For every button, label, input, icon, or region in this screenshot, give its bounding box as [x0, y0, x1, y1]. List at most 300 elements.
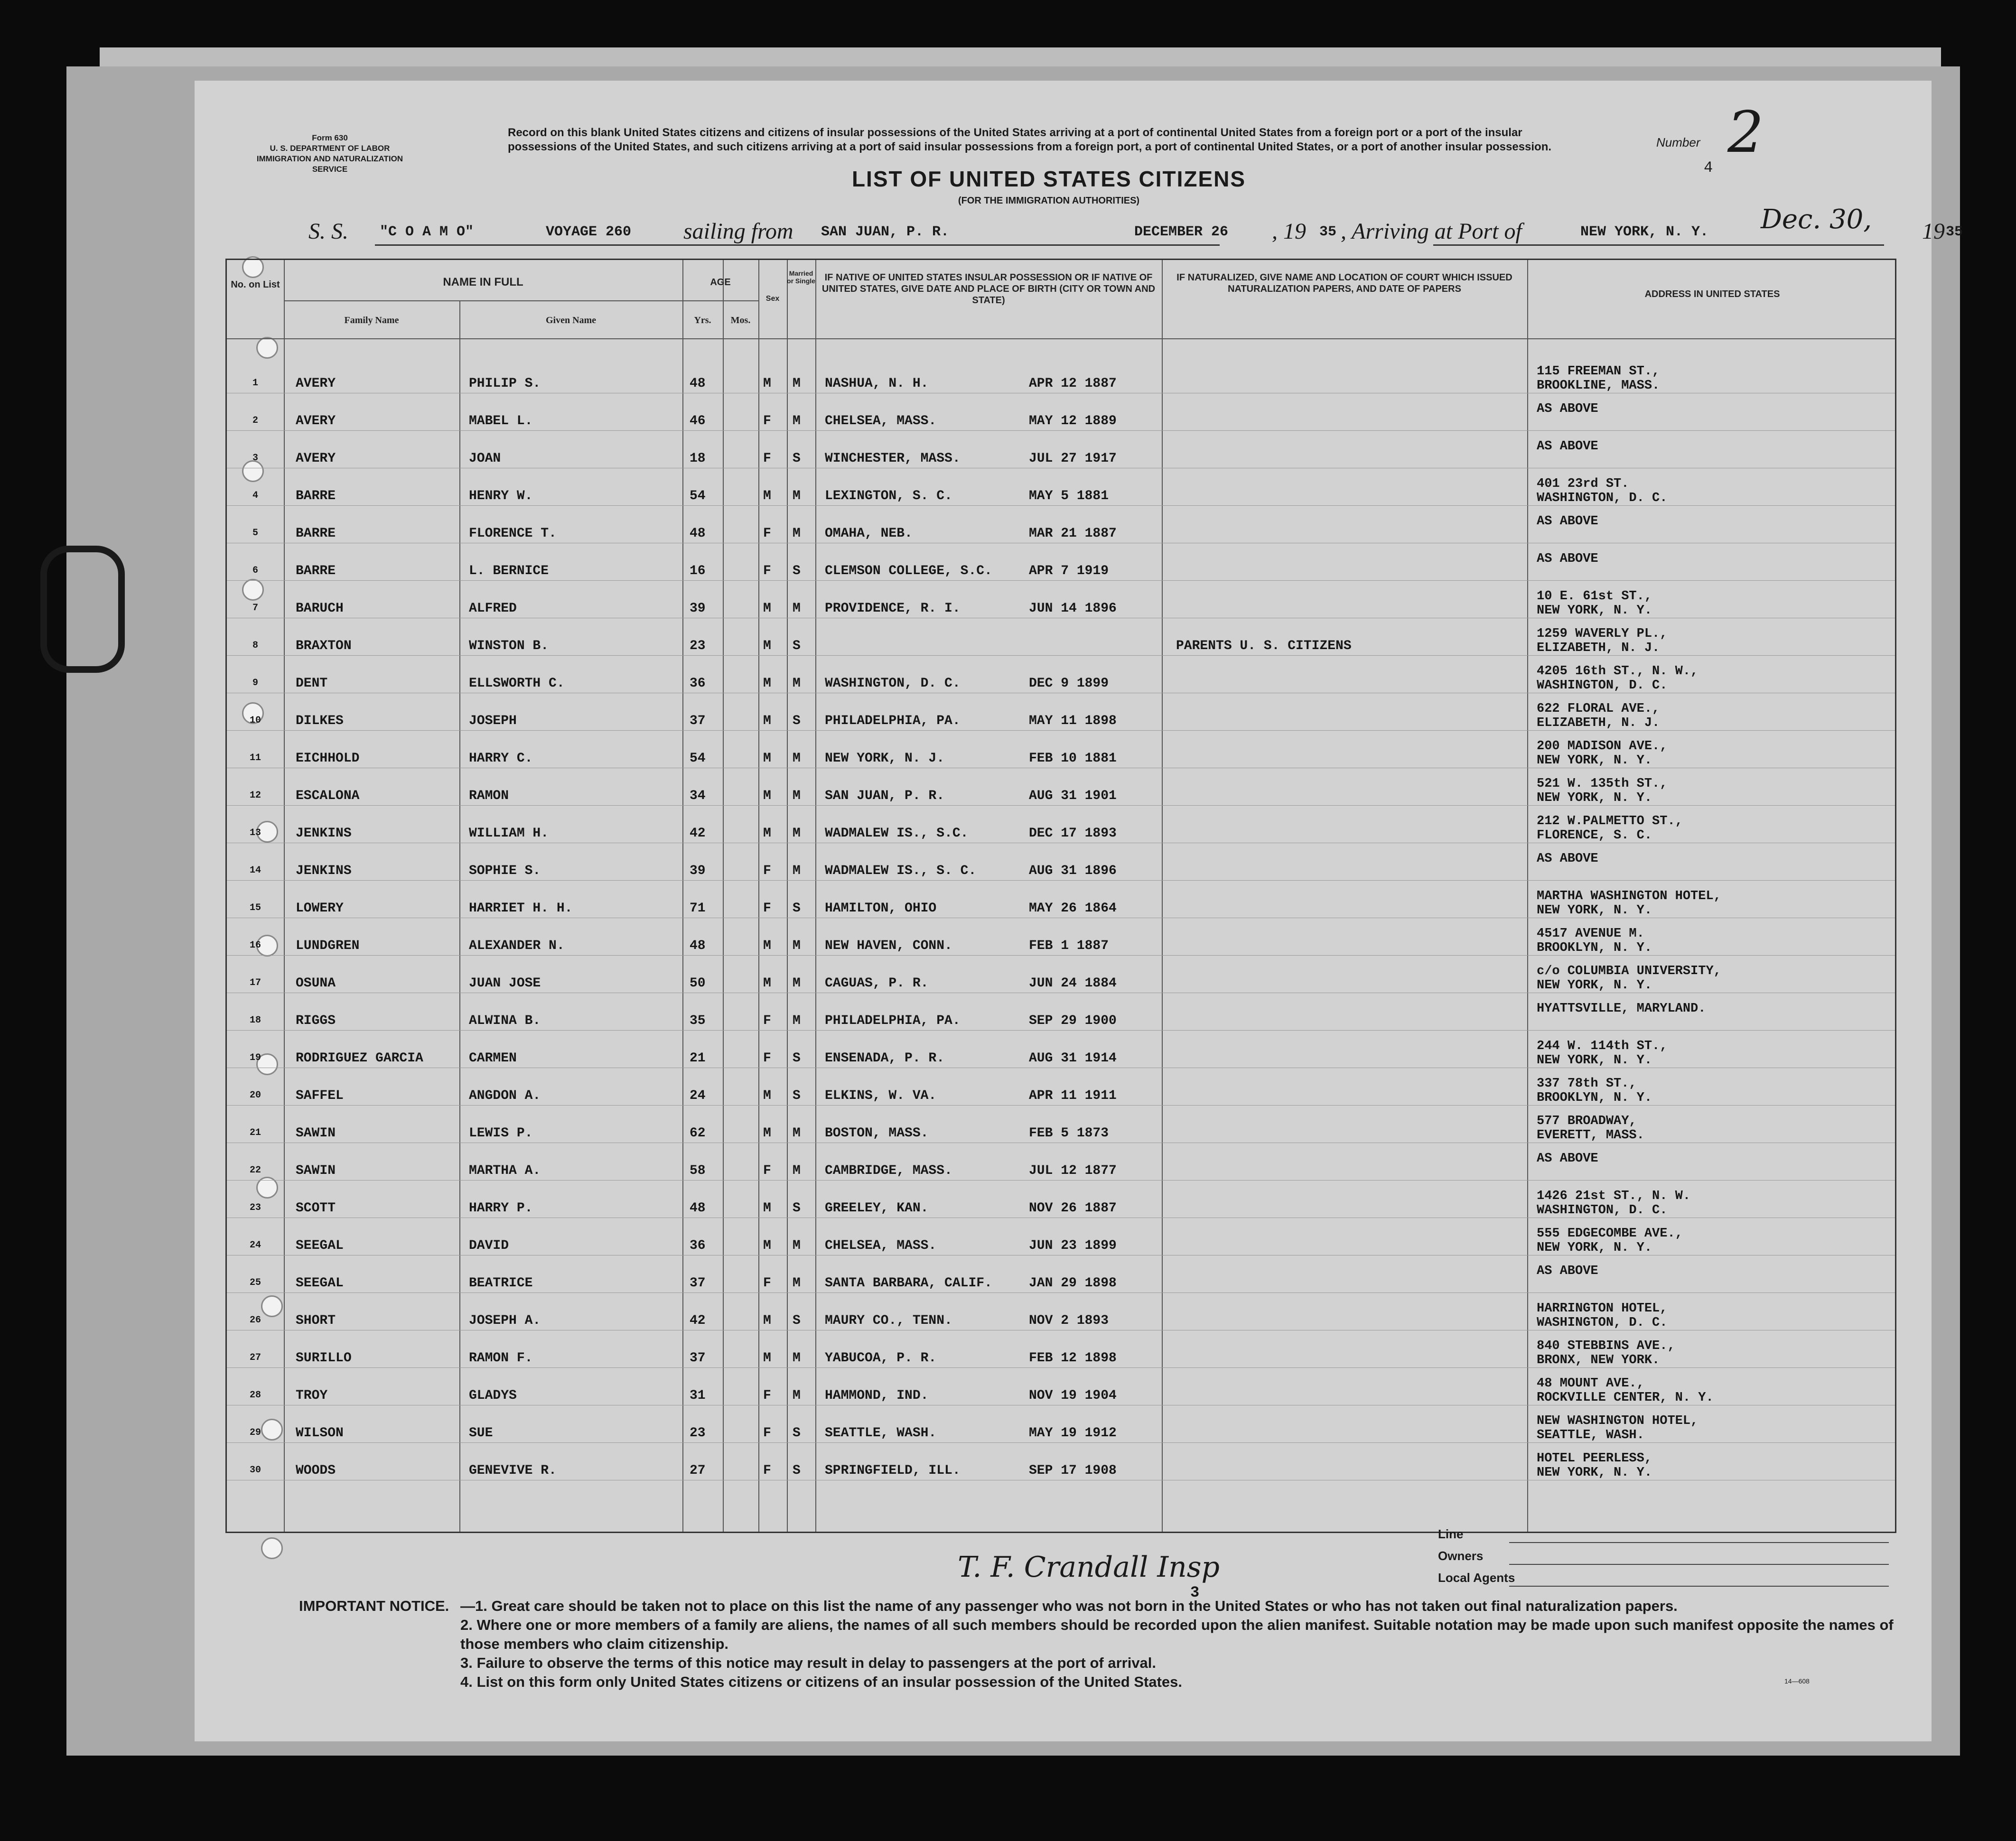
- birth-place: PHILADELPHIA, PA.: [825, 1013, 961, 1028]
- address-line-2: WASHINGTON, D. C.: [1537, 679, 1668, 693]
- given-name: ALEXANDER N.: [469, 939, 565, 953]
- sex: M: [763, 1238, 771, 1253]
- row-rule: [227, 1030, 1895, 1031]
- row-number: 16: [249, 940, 261, 951]
- header-birth: IF NATIVE OF UNITED STATES INSULAR POSSESSION OR IF NATIVE OF UNITED STATES, GIVE DATE AND PLACE OF BIRTH (CITY OR TOWN AND STATE): [821, 272, 1156, 306]
- sex: M: [763, 639, 771, 653]
- birth-place: CLEMSON COLLEGE, S.C.: [825, 564, 992, 578]
- birth-place: WADMALEW IS., S.C.: [825, 826, 969, 841]
- row-number: 18: [249, 1015, 261, 1026]
- family-name: OSUNA: [296, 976, 336, 991]
- birth-place: BOSTON, MASS.: [825, 1126, 929, 1141]
- line-field: [1509, 1542, 1889, 1543]
- sex: M: [763, 714, 771, 728]
- sex: F: [763, 451, 771, 466]
- address-line-2: NEW YORK, N. Y.: [1537, 604, 1652, 618]
- age-years: 34: [690, 789, 706, 803]
- address: [1537, 1414, 1698, 1442]
- address: [1537, 589, 1652, 618]
- family-name: WOODS: [296, 1463, 336, 1478]
- birth-date: NOV 2 1893: [1029, 1313, 1109, 1328]
- birth-date: APR 7 1919: [1029, 564, 1109, 578]
- birth-date: JUN 14 1896: [1029, 601, 1117, 616]
- birth-date: FEB 5 1873: [1029, 1126, 1109, 1141]
- age-years: 23: [690, 1426, 706, 1441]
- given-name: CARMEN: [469, 1051, 517, 1066]
- header-yrs: Yrs.: [694, 315, 711, 325]
- naturalization: PARENTS U. S. CITIZENS: [1176, 639, 1352, 653]
- family-name: SHORT: [296, 1313, 336, 1328]
- address-line-1: 337 78th ST.,: [1537, 1077, 1637, 1091]
- row-number: 27: [249, 1352, 261, 1363]
- birth-date: AUG 31 1896: [1029, 864, 1117, 878]
- row-rule: [227, 955, 1895, 956]
- family-name: BARRE: [296, 526, 336, 541]
- birth-place: NEW YORK, N. J.: [825, 751, 945, 766]
- address-line-2: WASHINGTON, D. C.: [1537, 1316, 1668, 1330]
- marital-status: S: [793, 451, 801, 466]
- header-mos: Mos.: [730, 315, 751, 325]
- marital-status: M: [793, 376, 801, 391]
- family-name: EICHHOLD: [296, 751, 360, 766]
- sex: F: [763, 1013, 771, 1028]
- address-line-1: 48 MOUNT AVE.,: [1537, 1376, 1644, 1391]
- form-code: 14—608: [1784, 1677, 1810, 1685]
- birth-date: AUG 31 1901: [1029, 789, 1117, 803]
- row-number: 4: [252, 490, 258, 501]
- age-years: 42: [690, 826, 706, 841]
- family-name: RODRIGUEZ GARCIA: [296, 1051, 423, 1066]
- owners-label: Owners: [1438, 1549, 1484, 1563]
- sex: F: [763, 1276, 771, 1291]
- given-name: HARRY C.: [469, 751, 533, 766]
- address: [1537, 1376, 1714, 1405]
- sex: M: [763, 1313, 771, 1328]
- sex: F: [763, 1051, 771, 1066]
- marital-status: M: [793, 414, 801, 428]
- marital-status: M: [793, 864, 801, 878]
- number-block: [1656, 135, 1713, 177]
- address-line-1: 4517 AVENUE M.: [1537, 927, 1644, 941]
- birth-date: AUG 31 1914: [1029, 1051, 1117, 1066]
- header-given-name: Given Name: [545, 315, 597, 325]
- number-label: Number: [1656, 135, 1700, 149]
- family-name: SAFFEL: [296, 1088, 344, 1103]
- age-years: 48: [690, 526, 706, 541]
- departure-year: 35: [1319, 224, 1337, 240]
- row-number: 11: [249, 753, 261, 763]
- marital-status: M: [793, 939, 801, 953]
- row-number: 28: [249, 1390, 261, 1401]
- birth-place: PROVIDENCE, R. I.: [825, 601, 961, 616]
- row-number: 6: [252, 565, 258, 576]
- sex: F: [763, 526, 771, 541]
- address: [1537, 1152, 1598, 1166]
- address-line-1: MARTHA WASHINGTON HOTEL,: [1537, 889, 1721, 903]
- address: [1537, 364, 1660, 393]
- birth-date: SEP 17 1908: [1029, 1463, 1117, 1478]
- address-line-1: HOTEL PEERLESS,: [1537, 1451, 1652, 1466]
- given-name: FLORENCE T.: [469, 526, 557, 541]
- row-number: 1: [252, 378, 258, 389]
- birth-date: FEB 10 1881: [1029, 751, 1117, 766]
- marital-status: M: [793, 789, 801, 803]
- birth-date: MAY 26 1864: [1029, 901, 1117, 916]
- address-line-1: HYATTSVILLE, MARYLAND.: [1537, 1002, 1706, 1016]
- birth-place: LEXINGTON, S. C.: [825, 489, 952, 503]
- birth-date: JUN 23 1899: [1029, 1238, 1117, 1253]
- column-divider: [758, 260, 759, 1532]
- arrival-year: 35: [1946, 224, 1963, 240]
- address: [1537, 1114, 1644, 1143]
- row-number: 24: [249, 1240, 261, 1251]
- address: [1537, 1302, 1667, 1330]
- row-number: 26: [249, 1315, 261, 1326]
- age-years: 46: [690, 414, 706, 428]
- notice-item: 2. Where one or more members of a family are aliens, the names of all such members should be recorded upon the alien manifest. Suitable notation may be made upon such manifest opposite the names of those members who claim citizenship.: [460, 1617, 1894, 1652]
- age-years: 39: [690, 601, 706, 616]
- marital-status: M: [793, 601, 801, 616]
- age-years: 48: [690, 376, 706, 391]
- address-line-1: AS ABOVE: [1537, 1264, 1598, 1278]
- marital-status: M: [793, 751, 801, 766]
- binder-clip: [40, 546, 125, 673]
- sex: F: [763, 1463, 771, 1478]
- birth-place: HAMILTON, OHIO: [825, 901, 937, 916]
- address: [1537, 777, 1667, 805]
- column-divider: [682, 260, 683, 1532]
- local-agents-field: [1509, 1586, 1889, 1587]
- column-divider: [284, 260, 285, 1532]
- address: [1537, 402, 1598, 416]
- marital-status: S: [793, 1088, 801, 1103]
- marital-status: M: [793, 1276, 801, 1291]
- row-number: 22: [249, 1165, 261, 1176]
- address-line-1: AS ABOVE: [1537, 514, 1598, 529]
- address-line-1: 115 FREEMAN ST.,: [1537, 364, 1660, 379]
- row-number: 9: [252, 678, 258, 688]
- family-name: TROY: [296, 1388, 328, 1403]
- row-number: 14: [249, 865, 261, 876]
- arrival-port: NEW YORK, N. Y.: [1580, 224, 1709, 240]
- age-years: 48: [690, 939, 706, 953]
- marital-status: S: [793, 1426, 801, 1441]
- address: [1537, 1339, 1675, 1367]
- birth-place: CAGUAS, P. R.: [825, 976, 929, 991]
- birth-place: CAMBRIDGE, MASS.: [825, 1163, 952, 1178]
- marital-status: S: [793, 639, 801, 653]
- address-line-1: 10 E. 61st ST.,: [1537, 589, 1652, 604]
- address-line-2: NEW YORK, N. Y.: [1537, 903, 1652, 918]
- address: [1537, 439, 1598, 454]
- address-line-2: NEW YORK, N. Y.: [1537, 753, 1652, 768]
- column-divider: [815, 260, 816, 1532]
- address: [1537, 514, 1598, 529]
- handwritten-number: 2: [1727, 100, 1764, 166]
- row-number: 3: [252, 453, 258, 464]
- address-line-1: 212 W.PALMETTO ST.,: [1537, 814, 1683, 828]
- sex: F: [763, 1426, 771, 1441]
- arrival-date: Dec. 30,: [1761, 204, 1872, 235]
- given-name: WINSTON B.: [469, 639, 549, 653]
- birth-place: SEATTLE, WASH.: [825, 1426, 937, 1441]
- birth-date: APR 12 1887: [1029, 376, 1117, 391]
- age-years: 18: [690, 451, 706, 466]
- address: [1537, 814, 1683, 843]
- birth-date: SEP 29 1900: [1029, 1013, 1117, 1028]
- row-rule: [227, 505, 1895, 506]
- family-name: BARRE: [296, 489, 336, 503]
- birth-place: CHELSEA, MASS.: [825, 1238, 937, 1253]
- address: [1537, 1039, 1667, 1068]
- manifest-page: [195, 81, 1963, 1741]
- address: [1537, 739, 1667, 768]
- form-identifier: [252, 133, 408, 175]
- sex: F: [763, 414, 771, 428]
- marital-status: S: [793, 1051, 801, 1066]
- birth-place: GREELEY, KAN.: [825, 1201, 929, 1216]
- notice-item: 4. List on this form only United States citizens or citizens of an insular possession of the United States.: [460, 1674, 1182, 1690]
- address-line-2: WASHINGTON, D. C.: [1537, 491, 1668, 505]
- address-line-1: AS ABOVE: [1537, 852, 1598, 866]
- family-name: SEEGAL: [296, 1276, 344, 1291]
- row-rule: [227, 730, 1895, 731]
- line-label: Line: [1438, 1527, 1464, 1541]
- family-name: JENKINS: [296, 864, 352, 878]
- column-divider: [1162, 260, 1163, 1532]
- marital-status: M: [793, 1013, 801, 1028]
- birth-date: MAY 11 1898: [1029, 714, 1117, 728]
- given-name: HARRY P.: [469, 1201, 533, 1216]
- header-address: ADDRESS IN UNITED STATES: [1644, 289, 1780, 299]
- notice-items: [460, 1597, 1903, 1692]
- age-years: 16: [690, 564, 706, 578]
- address: [1537, 1451, 1652, 1480]
- row-rule: [227, 1367, 1895, 1368]
- age-years: 42: [690, 1313, 706, 1328]
- ship-name: "C O A M O": [380, 224, 474, 240]
- family-name: SCOTT: [296, 1201, 336, 1216]
- header-naturalized: IF NATURALIZED, GIVE NAME AND LOCATION OF COURT WHICH ISSUED NATURALIZATION PAPERS, AND DATE OF PAPERS: [1176, 272, 1512, 294]
- address-line-2: WASHINGTON, D. C.: [1537, 1203, 1668, 1218]
- marital-status: M: [793, 489, 801, 503]
- row-number: 12: [249, 790, 261, 801]
- family-name: SAWIN: [296, 1126, 336, 1141]
- address-line-2: NEW YORK, N. Y.: [1537, 791, 1652, 805]
- sex: F: [763, 1163, 771, 1178]
- address: [1537, 1002, 1706, 1016]
- age-years: 36: [690, 676, 706, 691]
- given-name: SUE: [469, 1426, 493, 1441]
- voyage-underline-2: [1433, 244, 1884, 246]
- header-bottom-rule: [227, 338, 1895, 339]
- column-divider: [723, 260, 724, 1532]
- birth-date: JAN 29 1898: [1029, 1276, 1117, 1291]
- row-number: 25: [249, 1277, 261, 1288]
- address-line-1: HARRINGTON HOTEL,: [1537, 1302, 1668, 1316]
- age-years: 48: [690, 1201, 706, 1216]
- voyage-number: VOYAGE 260: [546, 224, 632, 240]
- birth-date: FEB 1 1887: [1029, 939, 1109, 953]
- given-name: LEWIS P.: [469, 1126, 533, 1141]
- age-years: 21: [690, 1051, 706, 1066]
- family-name: LOWERY: [296, 901, 344, 916]
- owners-field: [1509, 1564, 1889, 1565]
- age-years: 50: [690, 976, 706, 991]
- row-rule: [227, 430, 1895, 431]
- birth-place: WINCHESTER, MASS.: [825, 451, 961, 466]
- address-line-2: SEATTLE, WASH.: [1537, 1428, 1644, 1442]
- address-line-2: EVERETT, MASS.: [1537, 1128, 1644, 1143]
- page-subtitle: (FOR THE IMMIGRATION AUTHORITIES): [958, 195, 1140, 206]
- family-name: BARUCH: [296, 601, 344, 616]
- given-name: GENEVIVE R.: [469, 1463, 557, 1478]
- form-department: U. S. DEPARTMENT OF LABOR: [270, 144, 390, 153]
- birth-place: PHILADELPHIA, PA.: [825, 714, 961, 728]
- birth-place: ENSENADA, P. R.: [825, 1051, 945, 1066]
- sex: M: [763, 826, 771, 841]
- marital-status: M: [793, 1388, 801, 1403]
- sex: M: [763, 601, 771, 616]
- age-years: 71: [690, 901, 706, 916]
- family-name: DENT: [296, 676, 328, 691]
- birth-date: MAY 19 1912: [1029, 1426, 1117, 1441]
- birth-date: NOV 19 1904: [1029, 1388, 1117, 1403]
- address-line-1: 401 23rd ST.: [1537, 477, 1629, 491]
- voyage-underline: [375, 244, 1220, 246]
- arriving-label: , Arriving at Port of: [1341, 219, 1522, 244]
- row-rule: [227, 655, 1895, 656]
- address: [1537, 552, 1598, 566]
- intro-text: Record on this blank United States citizens and citizens of insular possessions of the United States arriving at a port of continental United States from a foreign port or a port of the insular possessions of the United States, and such citizens arriving at a port of said insular possessions from a foreign port, a port of continental United States, or a port of another insular possession.: [508, 126, 1552, 153]
- family-name: SURILLO: [296, 1351, 352, 1366]
- family-name: LUNDGREN: [296, 939, 360, 953]
- year-prefix: , 19: [1272, 219, 1306, 244]
- form-number: Form 630: [312, 133, 348, 142]
- marital-status: M: [793, 1351, 801, 1366]
- header-sex: Sex: [765, 295, 780, 303]
- row-rule: [227, 1292, 1895, 1293]
- address-line-2: BROOKLYN, N. Y.: [1537, 1091, 1652, 1105]
- age-years: 58: [690, 1163, 706, 1178]
- address-line-2: ROCKVILLE CENTER, N. Y.: [1537, 1391, 1714, 1405]
- row-number: 20: [249, 1090, 261, 1101]
- address: [1537, 1189, 1690, 1218]
- row-number: 13: [249, 828, 261, 838]
- given-name: JOAN: [469, 451, 501, 466]
- given-name: JOSEPH: [469, 714, 517, 728]
- birth-date: NOV 26 1887: [1029, 1201, 1117, 1216]
- row-rule: [227, 1105, 1895, 1106]
- given-name: SOPHIE S.: [469, 864, 541, 878]
- family-name: AVERY: [296, 451, 336, 466]
- marital-status: S: [793, 714, 801, 728]
- row-rule: [227, 1180, 1895, 1181]
- given-name: HENRY W.: [469, 489, 533, 503]
- address: [1537, 702, 1660, 730]
- address-line-2: NEW YORK, N. Y.: [1537, 1466, 1652, 1480]
- row-number: 15: [249, 902, 261, 913]
- header-age: AGE: [710, 277, 731, 288]
- address-line-2: NEW YORK, N. Y.: [1537, 1241, 1652, 1255]
- sex: M: [763, 789, 771, 803]
- age-years: 24: [690, 1088, 706, 1103]
- marital-status: S: [793, 901, 801, 916]
- birth-place: SAN JUAN, P. R.: [825, 789, 945, 803]
- sex: M: [763, 939, 771, 953]
- notice-lead: IMPORTANT NOTICE.: [299, 1598, 449, 1614]
- birth-place: NASHUA, N. H.: [825, 376, 929, 391]
- address-line-2: FLORENCE, S. C.: [1537, 828, 1652, 843]
- row-number: 17: [249, 977, 261, 988]
- birth-place: SPRINGFIELD, ILL.: [825, 1463, 961, 1478]
- birth-date: JUL 27 1917: [1029, 451, 1117, 466]
- address-line-1: 200 MADISON AVE.,: [1537, 739, 1668, 753]
- birth-date: FEB 12 1898: [1029, 1351, 1117, 1366]
- address-line-1: 840 STEBBINS AVE.,: [1537, 1339, 1675, 1353]
- address-line-1: c/o COLUMBIA UNIVERSITY,: [1537, 964, 1721, 978]
- given-name: WILLIAM H.: [469, 826, 549, 841]
- address-line-1: AS ABOVE: [1537, 402, 1598, 416]
- address: [1537, 964, 1721, 993]
- row-rule: [227, 880, 1895, 881]
- sign-fields: [1438, 1523, 1515, 1589]
- sex: M: [763, 1088, 771, 1103]
- sex: M: [763, 1351, 771, 1366]
- column-divider: [1527, 260, 1528, 1532]
- sex: M: [763, 976, 771, 991]
- age-years: 35: [690, 1013, 706, 1028]
- sex: F: [763, 864, 771, 878]
- age-years: 54: [690, 751, 706, 766]
- given-name: PHILIP S.: [469, 376, 541, 391]
- birth-place: WADMALEW IS., S. C.: [825, 864, 977, 878]
- notice-item: 3. Failure to observe the terms of this notice may result in delay to passengers at the port of arrival.: [460, 1655, 1157, 1671]
- row-number: 29: [249, 1427, 261, 1438]
- row-number: 7: [252, 603, 258, 614]
- given-name: L. BERNICE: [469, 564, 549, 578]
- address-line-2: BRONX, NEW YORK.: [1537, 1353, 1660, 1367]
- row-rule: [227, 805, 1895, 806]
- address-line-1: 244 W. 114th ST.,: [1537, 1039, 1668, 1053]
- column-divider: [459, 300, 460, 1532]
- address-line-1: 1259 WAVERLY PL.,: [1537, 627, 1668, 641]
- birth-place: ELKINS, W. VA.: [825, 1088, 937, 1103]
- address-line-1: 577 BROADWAY,: [1537, 1114, 1637, 1128]
- sailing-label: sailing from: [683, 219, 793, 244]
- family-name: AVERY: [296, 414, 336, 428]
- birth-place: CHELSEA, MASS.: [825, 414, 937, 428]
- address: [1537, 664, 1698, 693]
- row-number: 21: [249, 1127, 261, 1138]
- family-name: SAWIN: [296, 1163, 336, 1178]
- sex: M: [763, 676, 771, 691]
- marital-status: M: [793, 526, 801, 541]
- marital-status: M: [793, 1238, 801, 1253]
- birth-date: DEC 17 1893: [1029, 826, 1117, 841]
- local-agents-label: Local Agents: [1438, 1571, 1515, 1585]
- column-divider: [787, 260, 788, 1532]
- address-line-2: ELIZABETH, N. J.: [1537, 716, 1660, 730]
- sex: F: [763, 1388, 771, 1403]
- birth-place: SANTA BARBARA, CALIF.: [825, 1276, 992, 1291]
- address-line-2: NEW YORK, N. Y.: [1537, 1053, 1652, 1068]
- family-name: BARRE: [296, 564, 336, 578]
- address-line-1: 4205 16th ST., N. W.,: [1537, 664, 1699, 679]
- marital-status: M: [793, 826, 801, 841]
- row-rule: [227, 1442, 1895, 1443]
- family-name: SEEGAL: [296, 1238, 344, 1253]
